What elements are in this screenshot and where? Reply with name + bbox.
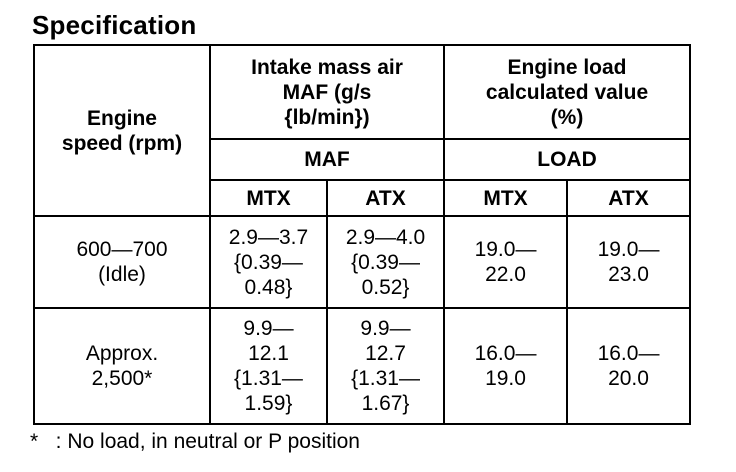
maf-subheader: MAF [210, 139, 444, 180]
page-title: Specification [32, 10, 197, 40]
maf-atx-header: ATX [327, 180, 444, 216]
maf-mtx-header: MTX [210, 180, 327, 216]
load-mtx-header: MTX [444, 180, 567, 216]
maf-mtx-cell: 2.9—3.7 {0.39— 0.48} [210, 216, 327, 308]
engine-load-header: Engine load calculated value (%) [444, 45, 690, 139]
load-atx-cell: 19.0— 23.0 [567, 216, 690, 308]
header-row-group [34, 45, 690, 139]
maf-atx-cell: 2.9—4.0 {0.39— 0.52} [327, 216, 444, 308]
maf-mtx-cell: 9.9— 12.1 {1.31— 1.59} [210, 308, 327, 424]
table-row [34, 216, 690, 308]
engine-speed-header: Engine speed (rpm) [34, 45, 210, 216]
load-mtx-cell: 16.0— 19.0 [444, 308, 567, 424]
engine-speed-cell: 600—700 (Idle) [34, 216, 210, 308]
maf-atx-cell: 9.9— 12.7 {1.31— 1.67} [327, 308, 444, 424]
specification-table [33, 44, 691, 425]
footnote: * : No load, in neutral or P position [30, 430, 360, 453]
load-atx-cell: 16.0— 20.0 [567, 308, 690, 424]
load-subheader: LOAD [444, 139, 690, 180]
intake-mass-air-header: Intake mass air MAF (g/s {lb/min}) [210, 45, 444, 139]
engine-speed-cell: Approx. 2,500* [34, 308, 210, 424]
load-atx-header: ATX [567, 180, 690, 216]
table-row [34, 308, 690, 424]
load-mtx-cell: 19.0— 22.0 [444, 216, 567, 308]
